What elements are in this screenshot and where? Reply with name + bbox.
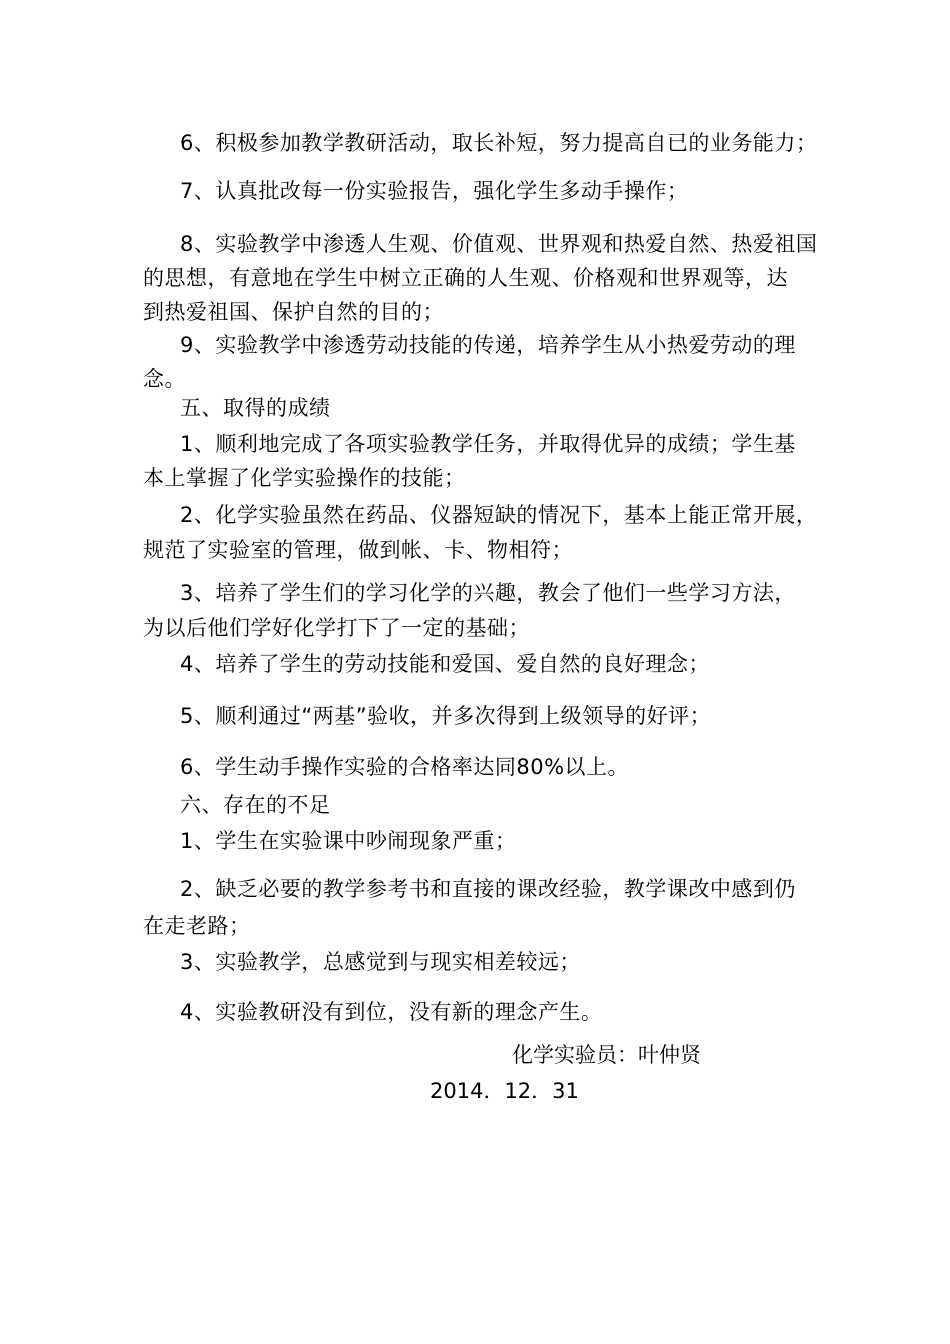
shortcoming-2-line1: 2、缺乏必要的教学参考书和直接的课改经验，教学课改中感到仍	[180, 877, 796, 901]
shortcoming-3: 3、实验教学，总感觉到与现实相差较远；	[180, 950, 581, 974]
achievement-2-line1: 2、化学实验虽然在药品、仪器短缺的情况下，基本上能正常开展，	[180, 503, 818, 527]
document-date: 2014．12．31	[430, 1079, 579, 1103]
achievement-1-line2: 本上掌握了化学实验操作的技能；	[143, 466, 466, 490]
achievement-3-line2: 为以后他们学好化学打下了一定的基础；	[143, 616, 530, 640]
section-6-heading: 六、存在的不足	[180, 793, 331, 817]
achievement-1-line1: 1、顺利地完成了各项实验教学任务，并取得优异的成绩；学生基	[180, 432, 796, 456]
achievement-4: 4、培养了学生的劳动技能和爱国、爱自然的良好理念；	[180, 652, 710, 676]
shortcoming-1: 1、学生在实验课中吵闹现象严重；	[180, 829, 517, 853]
achievement-2-line2: 规范了实验室的管理，做到帐、卡、物相符；	[143, 538, 573, 562]
item-9-labor-skills-line1: 9、实验教学中渗透劳动技能的传递，培养学生从小热爱劳动的理	[180, 333, 796, 357]
shortcoming-4: 4、实验教研没有到位，没有新的理念产生。	[180, 1000, 603, 1024]
achievement-3-line1: 3、培养了学生们的学习化学的兴趣，教会了他们一些学习方法，	[180, 581, 796, 605]
item-8-values-education-line2: 的思想，有意地在学生中树立正确的人生观、价格观和世界观等，达	[143, 266, 788, 290]
item-9-labor-skills-line2: 念。	[143, 367, 186, 391]
item-8-values-education-line3: 到热爱祖国、保护自然的目的；	[143, 300, 444, 324]
section-5-heading: 五、取得的成绩	[180, 396, 331, 420]
achievement-6: 6、学生动手操作实验的合格率达同80%以上。	[180, 755, 630, 779]
item-7-grade-reports: 7、认真批改每一份实验报告，强化学生多动手操作；	[180, 179, 689, 203]
achievement-5: 5、顺利通过“两基”验收，并多次得到上级领导的好评；	[180, 704, 712, 728]
signature: 化学实验员：叶仲贤	[512, 1043, 701, 1067]
item-6-participate-research: 6、积极参加教学教研活动，取长补短，努力提高自已的业务能力；	[180, 131, 818, 155]
shortcoming-2-line2: 在走老路；	[143, 914, 251, 938]
item-8-values-education-line1: 8、实验教学中渗透人生观、价值观、世界观和热爱自然、热爱祖国	[180, 232, 818, 256]
